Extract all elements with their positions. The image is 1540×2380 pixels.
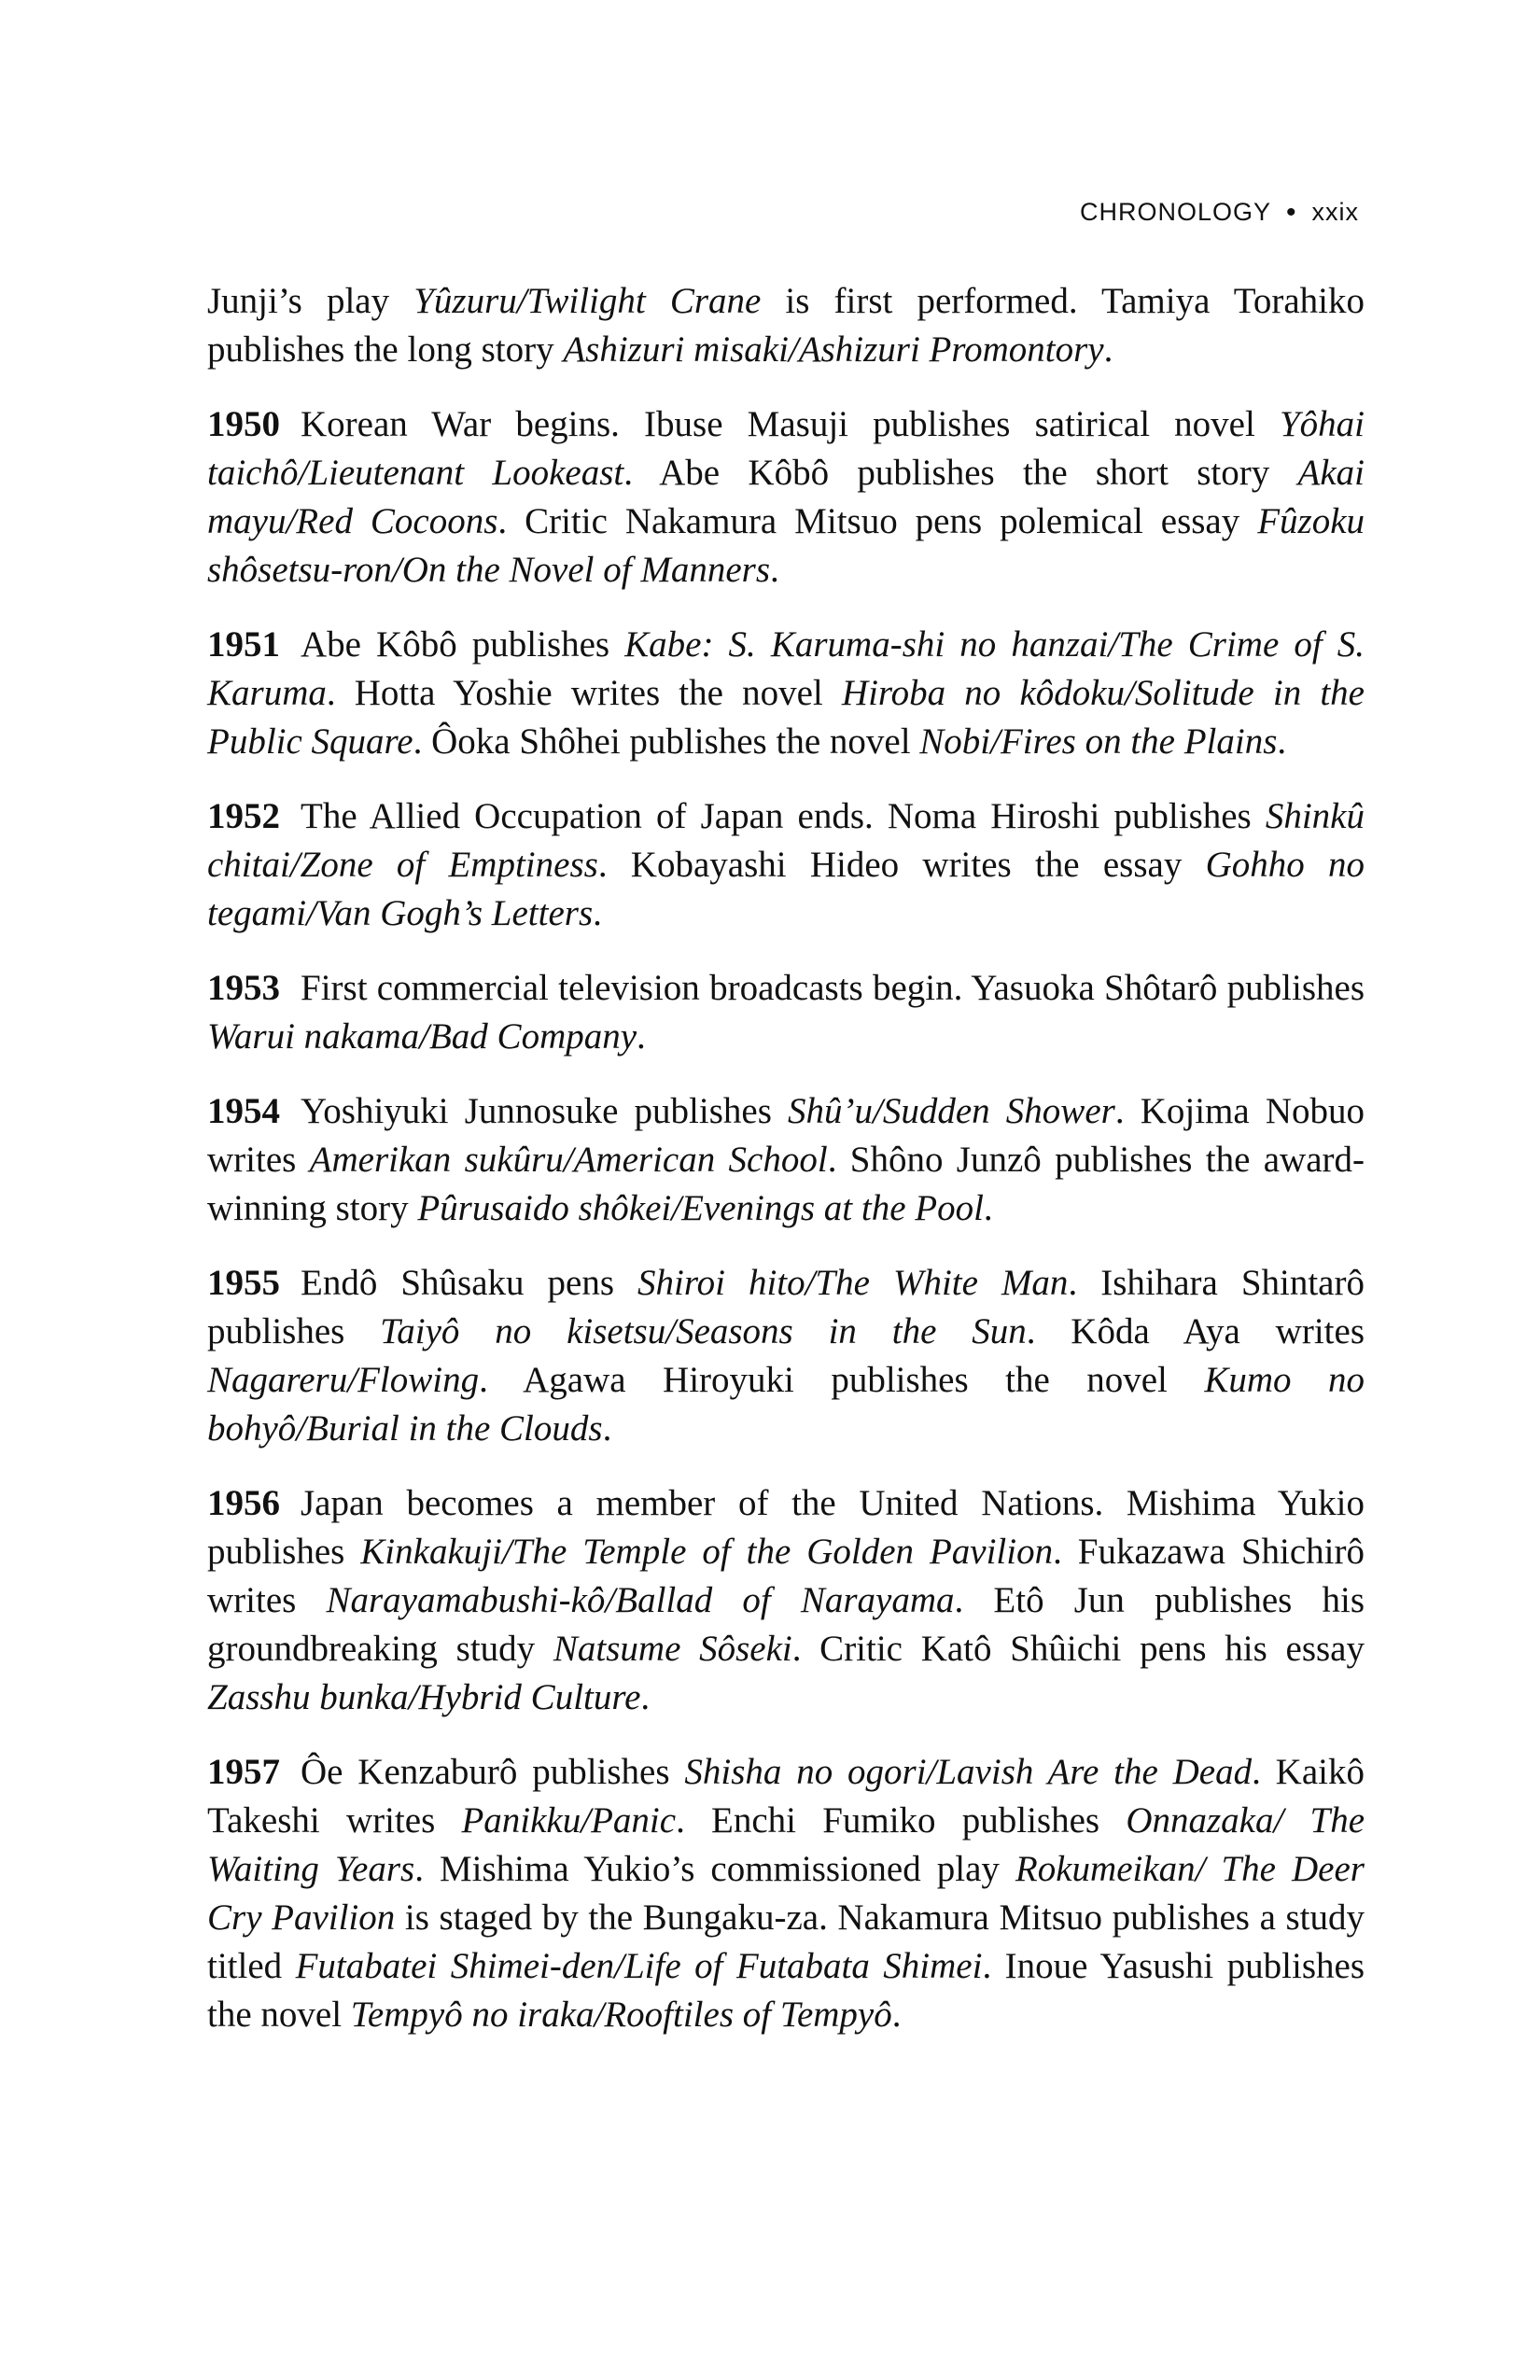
work-title: Kumo no bohyô/Burial in the Clouds [207, 1360, 1365, 1449]
entry-text: . Enchi Fumiko publishes [676, 1800, 1127, 1841]
chronology-entry [207, 964, 1365, 1061]
entry-text: . Kôda Aya writes [1026, 1311, 1365, 1351]
work-title: Yôhai taichô/Lieutenant Lookeast [207, 404, 1365, 493]
entry-text: . Critic Katô Shûichi pens his essay [791, 1629, 1365, 1669]
entry-year: 1957 [207, 1752, 280, 1792]
entry-year: 1956 [207, 1483, 280, 1523]
entry-text: . Kojima Nobuo writes [207, 1091, 1365, 1180]
entry-text: is first performed. Tamiya Torahiko publishes the long story [207, 281, 1365, 370]
entry-text: Abe Kôbô publishes [301, 624, 625, 665]
entry-text: Junji’s play [207, 281, 414, 321]
work-title: Zasshu bunka/Hybrid Culture [207, 1677, 641, 1717]
entry-text: . [770, 550, 779, 590]
entry-text: . [1277, 721, 1287, 762]
chronology-entry [207, 792, 1365, 938]
entry-text: . Ishihara Shintarô publishes [207, 1263, 1365, 1351]
page-number: xxix [1311, 198, 1359, 226]
entry-text: . Inoue Yasushi publishes the novel [207, 1946, 1365, 2035]
work-title: Kinkakuji/The Temple of the Golden Pavilion [360, 1532, 1054, 1572]
entry-text: . Ôoka Shôhei publishes the novel [413, 721, 920, 762]
work-title: Warui nakama/Bad Company [207, 1016, 637, 1057]
entry-text: . Kobayashi Hideo writes the essay [597, 845, 1206, 885]
entry-text: . [891, 1995, 902, 2035]
work-title: Amerikan sukûru/American School [309, 1140, 828, 1180]
work-title: Hiroba no kôdoku/Solitude in the Public Square [207, 673, 1365, 762]
entry-text: . Critic Nakamura Mitsuo pens polemical essay [497, 501, 1258, 541]
chronology-entry [207, 1748, 1365, 2039]
work-title: Taiyô no kisetsu/Seasons in the Sun [380, 1311, 1027, 1351]
work-title: Kabe: S. Karuma-shi no hanzai/The Crime of S. Karuma [207, 624, 1365, 713]
work-title: Shiroi hito/The White Man [637, 1263, 1069, 1303]
entry-text: . [637, 1016, 646, 1057]
entry-text: . Abe Kôbô publishes the short story [623, 453, 1298, 493]
entry-year: 1955 [207, 1263, 280, 1303]
work-title: Yûzuru/Twilight Crane [413, 281, 762, 321]
chronology-entry [207, 400, 1365, 595]
entry-year: 1954 [207, 1091, 280, 1131]
entry-text: . Fukazawa Shichirô writes [207, 1532, 1365, 1620]
work-title: Shinkû chitai/Zone of Emptiness [207, 796, 1365, 885]
entry-text: The Allied Occupation of Japan ends. Noma Hiroshi publishes [301, 796, 1266, 836]
section-title: CHRONOLOGY [1079, 198, 1271, 226]
work-title: Futabatei Shimei-den/Life of Futabata Shimei [295, 1946, 983, 1986]
entry-text: . [593, 893, 602, 933]
entry-text: . [640, 1677, 651, 1717]
running-header [1080, 198, 1359, 227]
entry-year: 1953 [207, 968, 280, 1008]
bullet-separator: • [1285, 196, 1297, 228]
entry-text: . [983, 1188, 993, 1228]
entry-year: 1952 [207, 796, 280, 836]
chronology-entry [207, 1259, 1365, 1453]
work-title: Pûrusaido shôkei/Evenings at the Pool [417, 1188, 984, 1228]
entry-text: . [1103, 329, 1113, 370]
chronology-entry [207, 1087, 1365, 1233]
entry-text: Japan becomes a member of the United Nations. Mishima Yukio publishes [207, 1483, 1365, 1572]
entry-text: . Kaikô Takeshi writes [207, 1752, 1365, 1841]
work-title: Panikku/Panic [461, 1800, 677, 1841]
work-title: Natsume Sôseki [553, 1629, 792, 1669]
work-title: Tempyô no iraka/Rooftiles of Tempyô [350, 1995, 892, 2035]
work-title: Onnazaka/ The Waiting Years [207, 1800, 1365, 1889]
work-title: Nobi/Fires on the Plains [919, 721, 1278, 762]
entry-text: Yoshiyuki Junnosuke publishes [301, 1091, 789, 1131]
entry-text: is staged by the Bungaku-za. Nakamura Mitsuo publishes a study titled [207, 1897, 1365, 1986]
work-title: Fûzoku shôsetsu-ron/On the Novel of Manners [207, 501, 1365, 590]
entry-text: . Agawa Hiroyuki publishes the novel [479, 1360, 1205, 1400]
entry-text: Endô Shûsaku pens [301, 1263, 638, 1303]
chronology-entry [207, 277, 1365, 374]
work-title: Shû’u/Sudden Shower [788, 1091, 1115, 1131]
entry-text: Ôe Kenzaburô publishes [301, 1752, 685, 1792]
work-title: Gohho no tegami/Van Gogh’s Letters [207, 845, 1365, 933]
entry-text: . Shôno Junzô publishes the award-winning story [207, 1140, 1365, 1228]
entry-text: . Etô Jun publishes his groundbreaking study [207, 1580, 1365, 1669]
chronology-entry [207, 621, 1365, 766]
work-title: Narayamabushi-kô/Ballad of Narayama [326, 1580, 955, 1620]
entry-text: . Hotta Yoshie writes the novel [326, 673, 842, 713]
work-title: Ashizuri misaki/Ashizuri Promontory [563, 329, 1104, 370]
entry-text: First commercial television broadcasts begin. Yasuoka Shôtarô publishes [301, 968, 1365, 1008]
entry-text: Korean War begins. Ibuse Masuji publishes satirical novel [301, 404, 1280, 444]
chronology-entry [207, 1479, 1365, 1722]
entry-text: . Mishima Yukio’s commissioned play [414, 1849, 1015, 1889]
work-title: Shisha no ogori/Lavish Are the Dead [684, 1752, 1253, 1792]
work-title: Nagareru/Flowing [207, 1360, 480, 1400]
entry-year: 1950 [207, 404, 280, 444]
entry-year: 1951 [207, 624, 280, 665]
work-title: Rokumeikan/ The Deer Cry Pavilion [207, 1849, 1365, 1938]
work-title: Akai mayu/Red Cocoons [207, 453, 1365, 541]
chronology-body [207, 277, 1365, 2065]
entry-text: . [602, 1408, 612, 1449]
